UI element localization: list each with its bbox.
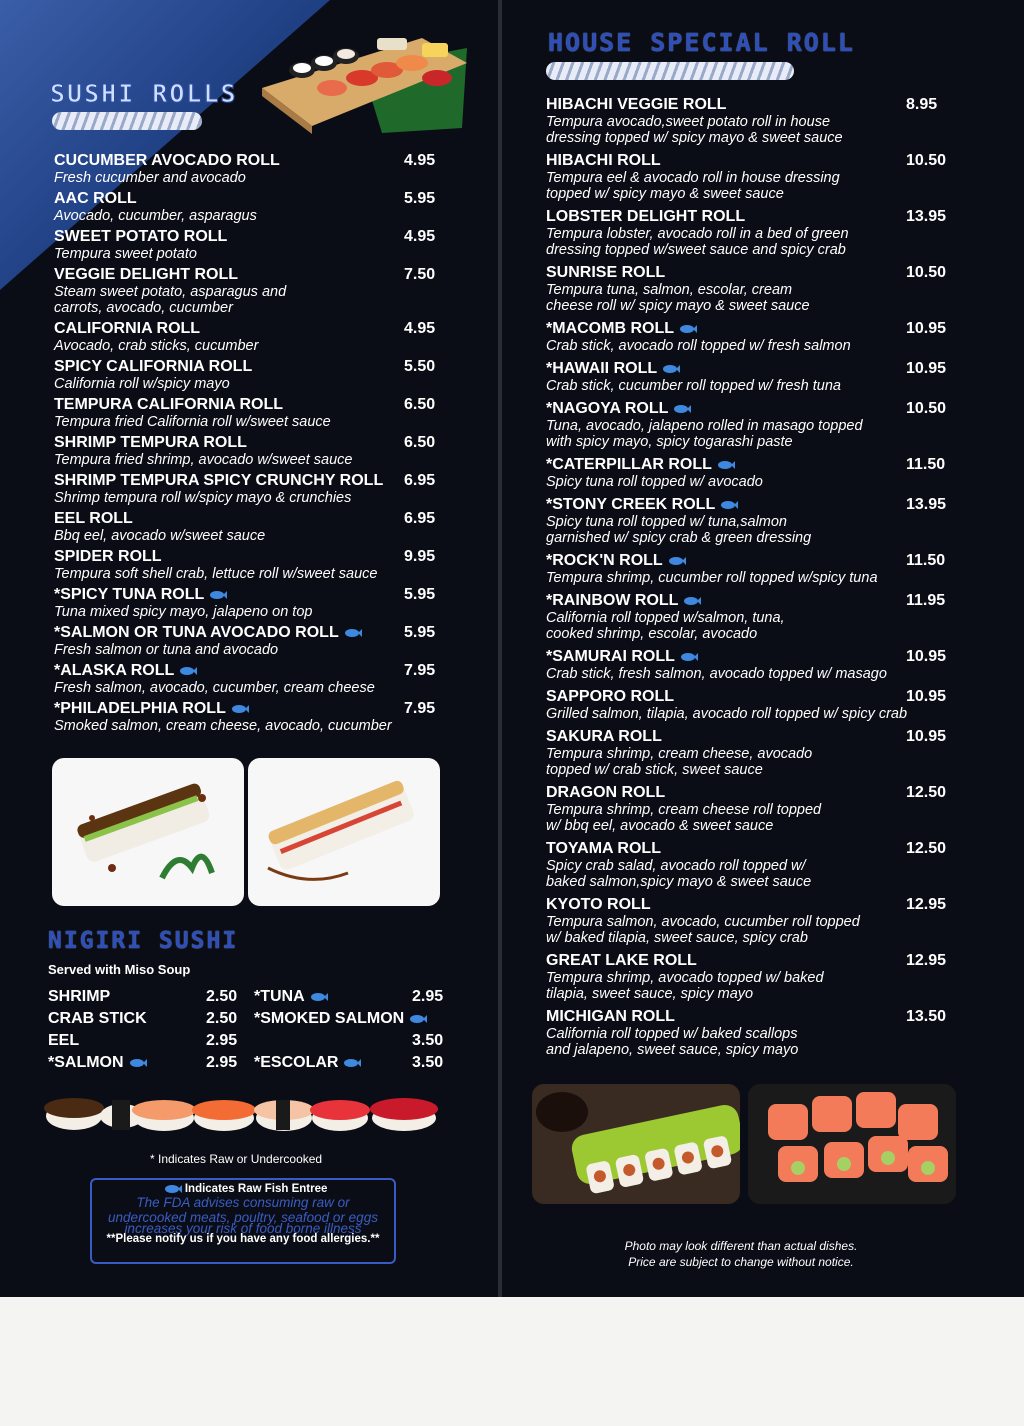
- menu-item: [546, 1008, 948, 1058]
- item-price: 10.95: [906, 728, 947, 745]
- item-name-text: *PHILADELPHIA ROLL: [54, 700, 226, 717]
- fda-line-3: increases your risk of food borne illness: [124, 1221, 362, 1236]
- menu-item: [546, 320, 948, 354]
- item-description: Tempura fried shrimp, avocado w/sweet sauce: [54, 452, 353, 468]
- item-name-text: *SALMON OR TUNA AVOCADO ROLL: [54, 624, 339, 641]
- raw-fish-icon: [668, 556, 686, 566]
- menu-item: [54, 190, 440, 224]
- item-price: 10.50: [906, 400, 947, 417]
- item-name: [546, 896, 948, 914]
- item-name-text: *RAINBOW ROLL: [546, 592, 679, 609]
- item-price: 7.50: [404, 266, 436, 283]
- item-price: 12.50: [906, 784, 947, 801]
- disclaimer-line-1: Photo may look different than actual dishes.: [624, 1239, 858, 1253]
- item-price: 13.50: [906, 1008, 947, 1025]
- item-description: and jalapeno, sweet sauce, spicy mayo: [546, 1042, 799, 1058]
- nigiri-left-column: [48, 988, 240, 1076]
- item-description: Crab stick, fresh salmon, avocado topped w/ masago: [546, 666, 887, 682]
- item-name: [546, 400, 948, 418]
- item-price: 7.95: [404, 700, 436, 717]
- item-description: Tempura fried California roll w/sweet sauce: [54, 414, 331, 430]
- item-name-text: VEGGIE DELIGHT ROLL: [54, 266, 239, 283]
- menu-item: [546, 264, 948, 314]
- item-description: Crab stick, avocado roll topped w/ fresh salmon: [546, 338, 851, 354]
- item-name-text: SHRIMP TEMPURA ROLL: [54, 434, 247, 451]
- caterpillar-roll-photo: [532, 1084, 740, 1204]
- item-name: [546, 208, 948, 226]
- raw-fish-icon: [344, 628, 362, 638]
- item-description: baked salmon,spicy mayo & sweet sauce: [546, 874, 812, 890]
- menu-item: [54, 228, 440, 262]
- item-name-text: *MACOMB ROLL: [546, 320, 674, 337]
- item-name: [546, 784, 948, 802]
- item-price: 11.50: [906, 552, 946, 569]
- menu-item: [54, 510, 440, 544]
- item-price: 10.50: [906, 264, 947, 281]
- item-description: Fresh cucumber and avocado: [54, 170, 246, 186]
- item-name-text: SAPPORO ROLL: [546, 688, 675, 705]
- item-description: Tempura tuna, salmon, escolar, cream: [546, 282, 793, 298]
- menu-item: [546, 552, 948, 586]
- item-price: 13.95: [906, 496, 947, 513]
- item-name: [546, 360, 948, 378]
- item-description: Tempura eel & avocado roll in house dressing: [546, 170, 840, 186]
- item-name-text: HIBACHI ROLL: [546, 152, 661, 169]
- raw-fish-icon: [683, 596, 701, 606]
- item-name: [546, 648, 948, 666]
- raw-fish-icon: [720, 500, 738, 510]
- menu-item: [546, 360, 948, 394]
- item-price: 7.95: [404, 662, 436, 679]
- item-name: [546, 320, 948, 338]
- raw-fish-icon: [209, 590, 227, 600]
- item-description: Bbq eel, avocado w/sweet sauce: [54, 528, 266, 544]
- menu-item: [546, 728, 948, 778]
- item-name: [54, 152, 440, 170]
- alaska-roll-photo: [748, 1084, 956, 1204]
- raw-fish-icon: [231, 704, 249, 714]
- nigiri-name: *TUNA: [254, 988, 305, 1005]
- item-price: 10.95: [906, 648, 947, 665]
- item-name-text: *SAMURAI ROLL: [546, 648, 675, 665]
- item-price: 5.50: [404, 358, 436, 375]
- menu-item: [546, 496, 948, 546]
- item-name: [54, 228, 440, 246]
- raw-fish-icon: [679, 324, 697, 334]
- item-name-text: EEL ROLL: [54, 510, 133, 527]
- item-name: [54, 358, 440, 376]
- item-name: [546, 688, 948, 706]
- item-name: [54, 548, 440, 566]
- item-name: [54, 472, 440, 490]
- raw-fish-icon: [673, 404, 691, 414]
- item-name: [546, 1008, 948, 1026]
- item-name-text: *NAGOYA ROLL: [546, 400, 669, 417]
- redacted-scribble: [52, 112, 202, 130]
- fda-warning-box: [90, 1178, 396, 1264]
- item-name-text: *STONY CREEK ROLL: [546, 496, 716, 513]
- item-name: [546, 592, 948, 610]
- item-price: 11.95: [906, 592, 946, 609]
- item-name: [546, 728, 948, 746]
- allergy-note: **Please notify us if you have any food allergies.**: [106, 1233, 380, 1245]
- item-description: Fresh salmon, avocado, cucumber, cream cheese: [54, 680, 375, 696]
- item-description: Tempura shrimp, cream cheese, avocado: [546, 746, 813, 762]
- item-description: Grilled salmon, tilapia, avocado roll topped w/ spicy crab: [546, 706, 908, 722]
- nigiri-price: 2.95: [206, 1054, 238, 1071]
- item-description: Tempura shrimp, cucumber roll topped w/spicy tuna: [546, 570, 878, 586]
- menu-item: [546, 784, 948, 834]
- item-description: Tempura shrimp, cream cheese roll topped: [546, 802, 822, 818]
- item-description: California roll w/spicy mayo: [54, 376, 230, 392]
- house-special-heading: HOUSE SPECIAL ROLL: [548, 28, 855, 57]
- item-name-text: SPIDER ROLL: [54, 548, 162, 565]
- item-name: [546, 496, 948, 514]
- nigiri-heading: NIGIRI SUSHI: [48, 928, 239, 954]
- nigiri-item: [254, 1010, 446, 1032]
- nigiri-item: [254, 988, 446, 1010]
- disclaimer-line-2: Price are subject to change without notice.: [628, 1255, 854, 1269]
- menu-item: [546, 896, 948, 946]
- eel-roll-photo: [52, 758, 244, 906]
- item-description: Tempura avocado,sweet potato roll in house: [546, 114, 831, 130]
- item-name: [54, 320, 440, 338]
- item-price: 6.95: [404, 472, 436, 489]
- menu-item: [546, 456, 948, 490]
- item-price: 5.95: [404, 586, 436, 603]
- item-price: 5.95: [404, 190, 436, 207]
- item-price: 6.50: [404, 434, 436, 451]
- item-price: 10.95: [906, 688, 947, 705]
- item-description: cheese roll w/ spicy mayo & sweet sauce: [546, 298, 810, 314]
- nigiri-item: [254, 1032, 446, 1054]
- item-description: w/ baked tilapia, sweet sauce, spicy crab: [546, 930, 808, 946]
- raw-fish-icon: [343, 1058, 361, 1068]
- nigiri-item: [48, 1054, 240, 1076]
- item-name: [546, 264, 948, 282]
- item-description: dressing topped w/sweet sauce and spicy crab: [546, 242, 846, 258]
- fda-line-1: The FDA advises consuming raw or: [136, 1195, 350, 1210]
- item-name: [54, 586, 440, 604]
- item-name-text: *CATERPILLAR ROLL: [546, 456, 712, 473]
- nigiri-name: CRAB STICK: [48, 1010, 147, 1027]
- raw-fish-icon: [409, 1014, 427, 1024]
- item-description: garnished w/ spicy crab & green dressing: [546, 530, 812, 546]
- house-special-list: [546, 96, 948, 1064]
- item-name-text: TEMPURA CALIFORNIA ROLL: [54, 396, 284, 413]
- fda-line-2: undercooked meats, poultry, seafood or eggs: [108, 1210, 378, 1225]
- left-menu-panel: [0, 0, 498, 1297]
- nigiri-price: 2.95: [206, 1032, 238, 1049]
- menu-item: [54, 320, 440, 354]
- item-name: [54, 396, 440, 414]
- item-price: 4.95: [404, 228, 436, 245]
- item-name: [546, 456, 948, 474]
- menu-item: [54, 586, 440, 620]
- item-description: Tuna mixed spicy mayo, jalapeno on top: [54, 604, 313, 620]
- raw-note: * Indicates Raw or Undercooked: [150, 1152, 323, 1166]
- raw-fish-icon: [717, 460, 735, 470]
- item-description: California roll topped w/ baked scallops: [546, 1026, 798, 1042]
- item-description: Smoked salmon, cream cheese, avocado, cucumber: [54, 718, 392, 734]
- item-name: [54, 510, 440, 528]
- item-price: 10.95: [906, 360, 947, 377]
- item-description: Tempura salmon, avocado, cucumber roll topped: [546, 914, 860, 930]
- nigiri-price: 2.50: [206, 1010, 238, 1027]
- item-description: Tempura sweet potato: [54, 246, 197, 262]
- item-price: 4.95: [404, 320, 436, 337]
- item-name-text: CALIFORNIA ROLL: [54, 320, 201, 337]
- item-description: topped w/ spicy mayo & sweet sauce: [546, 186, 784, 202]
- item-name: [54, 700, 440, 718]
- item-name-text: GREAT LAKE ROLL: [546, 952, 697, 969]
- item-description: tilapia, sweet sauce, spicy mayo: [546, 986, 754, 1002]
- item-name: [546, 552, 948, 570]
- item-name-text: *ALASKA ROLL: [54, 662, 175, 679]
- item-description: Avocado, cucumber, asparagus: [54, 208, 257, 224]
- nigiri-item: [48, 1010, 240, 1032]
- menu-item: [54, 434, 440, 468]
- menu-item: [546, 208, 948, 258]
- redacted-scribble: [546, 62, 794, 80]
- item-price: 6.95: [404, 510, 436, 527]
- item-name-text: TOYAMA ROLL: [546, 840, 661, 857]
- item-price: 12.95: [906, 952, 947, 969]
- nigiri-price: 3.50: [412, 1032, 444, 1049]
- item-description: Tempura shrimp, avocado topped w/ baked: [546, 970, 824, 986]
- item-name: [54, 190, 440, 208]
- menu-item: [546, 648, 948, 682]
- item-name-text: DRAGON ROLL: [546, 784, 666, 801]
- item-name-text: SWEET POTATO ROLL: [54, 228, 228, 245]
- nigiri-name: *ESCOLAR: [254, 1054, 339, 1071]
- menu-item: [54, 266, 440, 316]
- item-name-text: AAC ROLL: [54, 190, 137, 207]
- item-description: Tempura lobster, avocado roll in a bed of green: [546, 226, 849, 242]
- raw-fish-icon: [662, 364, 680, 374]
- crunchy-roll-photo: [248, 758, 440, 906]
- item-name-text: KYOTO ROLL: [546, 896, 651, 913]
- sushi-rolls-heading: SUSHI ROLLS: [50, 79, 238, 108]
- menu-item: [546, 840, 948, 890]
- item-price: 9.95: [404, 548, 436, 565]
- item-name: [54, 624, 440, 642]
- nigiri-name: SHRIMP: [48, 988, 111, 1005]
- item-price: 13.95: [906, 208, 947, 225]
- item-description: Shrimp tempura roll w/spicy mayo & crunchies: [54, 490, 352, 506]
- menu-item: [54, 624, 440, 658]
- item-name: [546, 840, 948, 858]
- raw-fish-icon: [129, 1058, 147, 1068]
- item-name-text: *SPICY TUNA ROLL: [54, 586, 205, 603]
- menu-item: [54, 700, 440, 734]
- nigiri-price: 2.50: [206, 988, 238, 1005]
- nigiri-subheading: Served with Miso Soup: [48, 962, 191, 977]
- item-description: topped w/ crab stick, sweet sauce: [546, 762, 763, 778]
- item-description: Fresh salmon or tuna and avocado: [54, 642, 279, 658]
- nigiri-name: *SALMON: [48, 1054, 124, 1071]
- nigiri-price: 3.50: [412, 1054, 444, 1071]
- fish-icon: [164, 1184, 182, 1194]
- menu-item: [546, 96, 948, 146]
- raw-fish-icon: [680, 652, 698, 662]
- item-name-text: SAKURA ROLL: [546, 728, 662, 745]
- item-name-text: HIBACHI VEGGIE ROLL: [546, 96, 727, 113]
- menu-item: [54, 662, 440, 696]
- item-name: [546, 952, 948, 970]
- item-description: Spicy crab salad, avocado roll topped w/: [546, 858, 806, 874]
- menu-item: [546, 688, 948, 722]
- raw-fish-icon: [179, 666, 197, 676]
- item-name-text: CUCUMBER AVOCADO ROLL: [54, 152, 280, 169]
- item-name: [54, 434, 440, 452]
- item-description: California roll topped w/salmon, tuna,: [546, 610, 785, 626]
- item-description: Tuna, avocado, jalapeno rolled in masago topped: [546, 418, 863, 434]
- item-description: Tempura soft shell crab, lettuce roll w/sweet sauce: [54, 566, 378, 582]
- item-name: [546, 96, 948, 114]
- item-name-text: SUNRISE ROLL: [546, 264, 666, 281]
- item-name: [546, 152, 948, 170]
- menu-item: [546, 152, 948, 202]
- fish-note: Indicates Raw Fish Entree: [184, 1183, 328, 1195]
- menu-item: [54, 358, 440, 392]
- item-name-text: *ROCK'N ROLL: [546, 552, 663, 569]
- item-name: [54, 266, 440, 284]
- item-description: Crab stick, cucumber roll topped w/ fresh tuna: [546, 378, 841, 394]
- nigiri-name: EEL: [48, 1032, 80, 1049]
- menu-item: [54, 472, 440, 506]
- menu-item: [54, 396, 440, 430]
- item-description: Steam sweet potato, asparagus and: [54, 284, 287, 300]
- right-menu-panel: [502, 0, 1024, 1297]
- item-price: 8.95: [906, 96, 938, 113]
- nigiri-item: [48, 1032, 240, 1054]
- item-price: 12.95: [906, 896, 947, 913]
- sushi-platter-photo: [262, 8, 472, 140]
- item-name-text: LOBSTER DELIGHT ROLL: [546, 208, 746, 225]
- nigiri-item: [48, 988, 240, 1010]
- menu-item: [546, 952, 948, 1002]
- nigiri-name: *SMOKED SALMON: [254, 1010, 405, 1027]
- item-description: carrots, avocado, cucumber: [54, 300, 233, 316]
- menu-item: [546, 400, 948, 450]
- raw-fish-icon: [310, 992, 328, 1002]
- menu-item: [54, 152, 440, 186]
- item-name-text: SHRIMP TEMPURA SPICY CRUNCHY ROLL: [54, 472, 384, 489]
- item-name-text: *HAWAII ROLL: [546, 360, 658, 377]
- nigiri-price: 2.95: [412, 988, 444, 1005]
- item-price: 11.50: [906, 456, 946, 473]
- item-description: Spicy tuna roll topped w/ avocado: [546, 474, 763, 490]
- nigiri-row-photo: [44, 1084, 450, 1142]
- item-description: dressing topped w/ spicy mayo & sweet sauce: [546, 130, 843, 146]
- sushi-rolls-list: [54, 152, 440, 738]
- disclaimer: [560, 1238, 922, 1270]
- item-description: with spicy mayo, spicy togarashi paste: [546, 434, 793, 450]
- item-price: 5.95: [404, 624, 436, 641]
- menu-item: [546, 592, 948, 642]
- item-name-text: MICHIGAN ROLL: [546, 1008, 675, 1025]
- item-name-text: SPICY CALIFORNIA ROLL: [54, 358, 253, 375]
- item-price: 10.50: [906, 152, 947, 169]
- item-name: [54, 662, 440, 680]
- menu-item: [54, 548, 440, 582]
- item-price: 10.95: [906, 320, 947, 337]
- item-price: 6.50: [404, 396, 436, 413]
- nigiri-item: [254, 1054, 446, 1076]
- nigiri-right-column: [254, 988, 446, 1076]
- item-price: 12.50: [906, 840, 947, 857]
- fish-note-line: [92, 1183, 394, 1195]
- item-description: Avocado, crab sticks, cucumber: [54, 338, 259, 354]
- item-description: cooked shrimp, escolar, avocado: [546, 626, 758, 642]
- item-description: w/ bbq eel, avocado & sweet sauce: [546, 818, 774, 834]
- item-price: 4.95: [404, 152, 436, 169]
- item-description: Spicy tuna roll topped w/ tuna,salmon: [546, 514, 787, 530]
